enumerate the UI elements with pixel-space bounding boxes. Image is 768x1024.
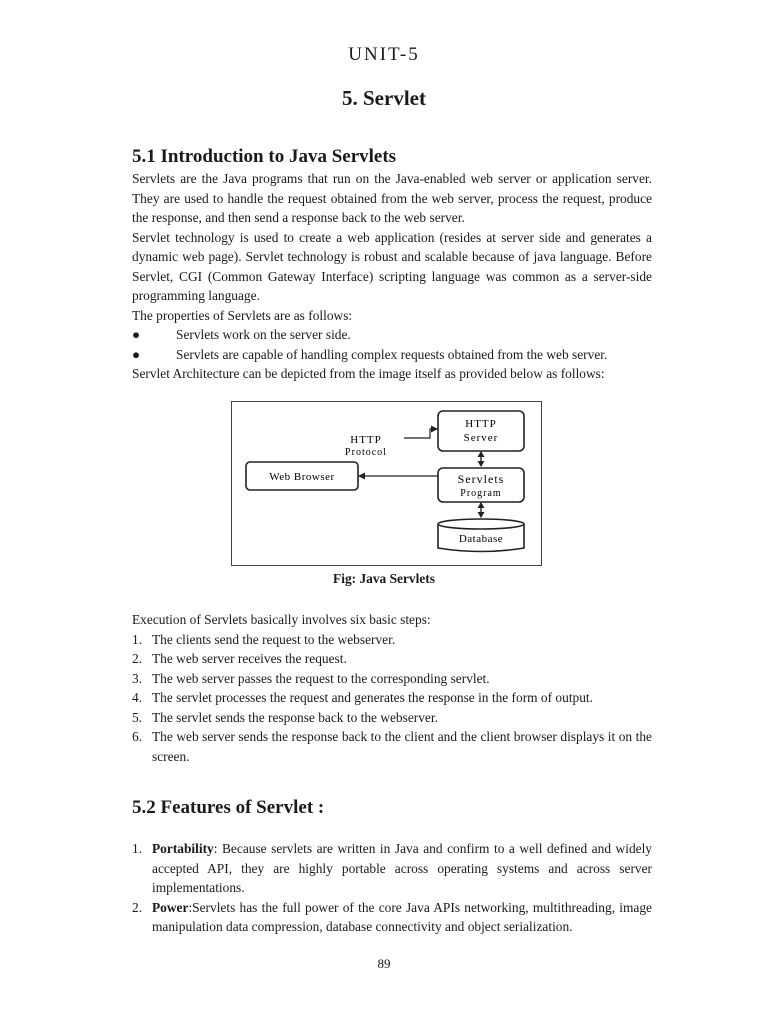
paragraph: The properties of Servlets are as follows: [132, 307, 353, 323]
paragraph: Servlets are the Java programs that run on the Java-enabled web server or application server. They are used to handle the request obtained from the web server, process the request, produce the response, and then send a response back to the web server. [132, 171, 652, 225]
http-server-box [438, 411, 524, 451]
section-heading-intro: 5.1 Introduction to Java Servlets [132, 146, 397, 167]
list-item: 6. The web server sends the response back to the client and the client browser displays it on the screen. [132, 729, 652, 764]
database-label: Database [458, 533, 504, 545]
list-item: 4. The servlet processes the request and generates the response in the form of output. [132, 690, 594, 705]
bullet-icon: ● [132, 346, 141, 362]
bullet-item: ● Servlets work on the server side. [132, 325, 652, 345]
chapter-title: 5. Servlet [342, 86, 426, 110]
arrow-head-icon [358, 473, 365, 480]
steps-intro: Execution of Servlets basically involves six basic steps: [132, 612, 431, 627]
arrow-up-icon [478, 451, 485, 457]
unit-title: UNIT-5 [348, 44, 420, 65]
servlet-architecture-figure [231, 401, 542, 566]
http-server-label-1: HTTP [465, 418, 497, 430]
feature-term: Portability [152, 841, 214, 856]
list-item: 1. The clients send the request to the webserver. [132, 631, 396, 647]
bullet-icon: ● [132, 327, 141, 342]
list-item: 2. Power:Servlets has the full power of the core Java APIs networking, multithreading, image manipulation data compression, database connectivity and object serialization. [132, 899, 652, 934]
paragraph: Servlet Architecture can be depicted from the image itself as provided below as follows: [132, 366, 605, 381]
architecture-diagram [232, 402, 541, 565]
execution-steps [132, 610, 652, 766]
list-item: 2. The web server receives the request. [132, 651, 347, 666]
web-browser-label: Web Browser [269, 471, 335, 483]
features-list [132, 839, 652, 937]
paragraph: Servlet technology is used to create a web application (resides at server side and generates a dynamic web page). Servlet technology is robust and scalable because of java language. Before Servlet, CGI (Common Gateway Interface) scripting language was common as a server-side programming language. [132, 229, 652, 303]
http-protocol-label-2: Protocol [345, 447, 387, 458]
list-item: 1. Portability: Because servlets are written in Java and confirm to a well defined and widely accepted API, they are highly portable across operating systems and across server implementations. [132, 841, 652, 895]
arrow-up-icon [478, 502, 485, 508]
arrow-down-icon [478, 512, 485, 518]
figure-caption: Fig: Java Servlets [333, 571, 435, 586]
page-number: 89 [377, 956, 391, 971]
arrow-down-icon [478, 461, 485, 467]
servlets-label-1: Servlets [457, 472, 505, 486]
servlets-label-2: Program [460, 488, 502, 499]
list-item: 5. The servlet sends the response back to the webserver. [132, 709, 438, 725]
database-top [438, 519, 524, 529]
intro-text [132, 169, 652, 384]
arrow-head-icon [431, 426, 438, 433]
bullet-item: ● Servlets are capable of handling complex requests obtained from the web server. [132, 345, 652, 365]
feature-term: Power [152, 899, 189, 915]
http-server-label-2: Server [463, 432, 499, 444]
list-item: 3. The web server passes the request to the corresponding servlet. [132, 670, 490, 686]
section-heading-features: 5.2 Features of Servlet : [132, 797, 325, 818]
http-protocol-label-1: HTTP [350, 434, 382, 446]
